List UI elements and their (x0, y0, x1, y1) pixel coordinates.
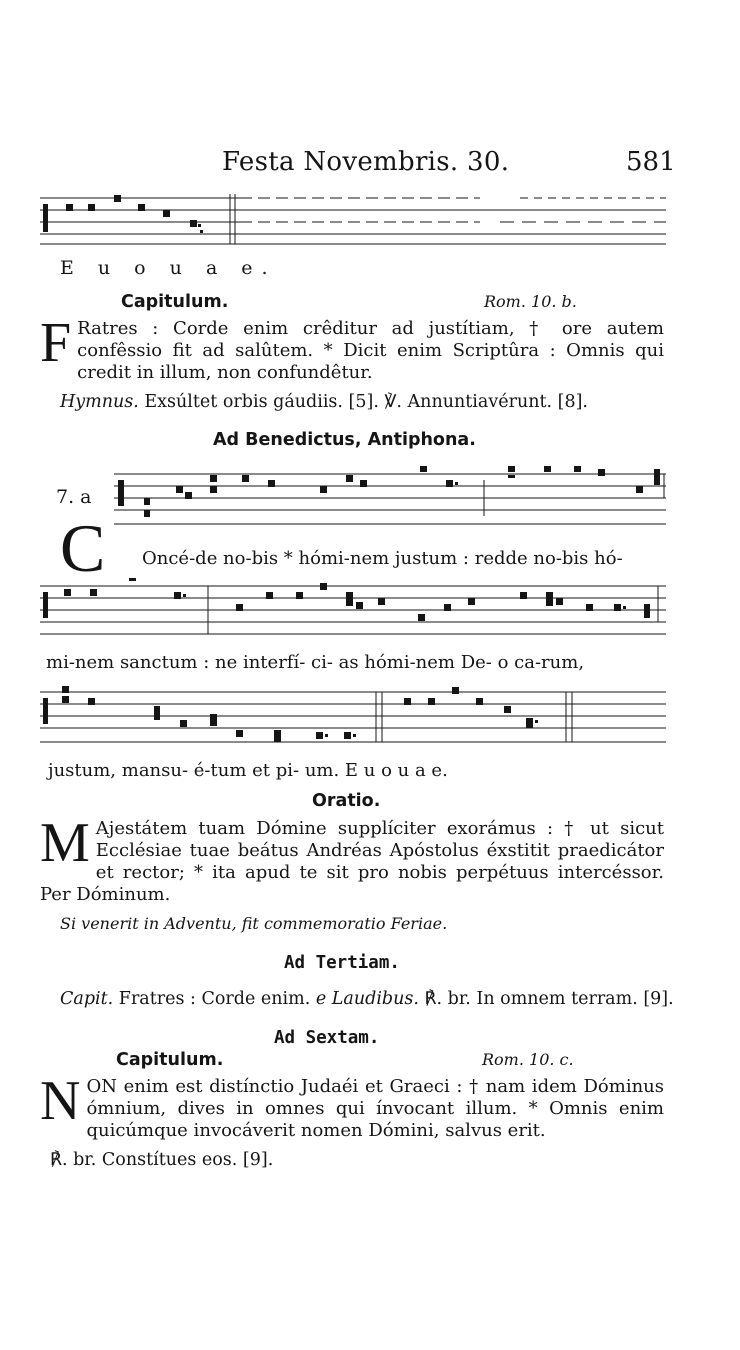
sexta-text (40, 1070, 664, 1142)
capit-text: Fratres : Corde enim. (118, 989, 311, 1009)
e-laudibus: e Laudibus. (315, 989, 419, 1009)
sexta-responsory (50, 1150, 273, 1170)
capitulum-text (40, 312, 664, 384)
scripture-reference: Rom. 10. b. (484, 292, 577, 311)
music-staff-2 (114, 466, 666, 530)
antiphon-heading: Ad Benedictus, Antiphona. (213, 430, 476, 450)
sexta-heading: Ad Sextam. (274, 1028, 380, 1048)
responsory-label: ℟. br. (50, 1150, 97, 1170)
hymnus-line (60, 392, 588, 412)
music-staff-4 (40, 684, 666, 748)
responsory-text: In omnem terram. [9]. (476, 989, 674, 1009)
hymnus-text: Exsúltet orbis gáudiis. [5]. ℣. Annuntiavérunt. [8]. (144, 392, 588, 412)
drop-cap-initial: F (40, 312, 72, 374)
drop-cap-initial: N (40, 1070, 81, 1132)
sexta-body: ON enim est distínctio Judaéi et Graeci : † nam idem Dóminus ómnium, dives in omnes qui ínvocant illum. * Omnis enim quicúmque invocáverit nomen Dómini, salvus erit. (86, 1076, 664, 1141)
oratio-body: Ajestátem tuam Dómine supplíciter exorámus : † ut sicut Ecclésiae tuae beátus Andréas Apóstolus éxstitit praedicátor et rector; * ita apud te sit pro nobis perpétuus intercéssor. Per Dóminum. (40, 818, 664, 905)
capit-label: Capit. (60, 989, 114, 1009)
antiphon-lyrics-3: justum, mansu- é-tum et pi- um. E u o u a e. (48, 760, 448, 781)
mode-number: 7. a (56, 486, 92, 508)
tertia-line (60, 989, 674, 1009)
oratio-text (40, 812, 664, 906)
antiphon-initial: C (60, 510, 106, 586)
capitulum-body: Ratres : Corde enim crêditur ad justítiam, † ore autem confêssio fit ad salûtem. * Dicit enim Scriptûra : Omnis qui credit in illum, non confundêtur. (77, 318, 664, 383)
section-heading-capitulum: Capitulum. (121, 292, 229, 312)
rubric-note: Si venerit in Adventu, fit commemoratio Feriae. (60, 914, 448, 933)
tertia-heading: Ad Tertiam. (284, 953, 400, 973)
music-staff-1 (40, 190, 666, 250)
music-staff-3 (40, 578, 666, 640)
page-number: 581 (626, 147, 676, 177)
responsory-text: Constítues eos. [9]. (101, 1150, 274, 1170)
drop-cap-initial: M (40, 812, 90, 874)
responsory-label: ℟. br. (424, 989, 471, 1009)
oratio-heading: Oratio. (312, 791, 381, 811)
hymnus-label: Hymnus. (60, 392, 139, 412)
sexta-reference: Rom. 10. c. (482, 1050, 574, 1069)
chant-lyrics-1: E u o u a e. (60, 257, 277, 279)
antiphon-lyrics-2: mi-nem sanctum : ne interfí- ci- as hómi-nem De- o ca-rum, (46, 652, 585, 673)
sexta-capitulum-heading: Capitulum. (116, 1050, 224, 1070)
antiphon-lyrics-1: Oncé-de no-bis * hómi-nem justum : redde no-bis hó- (142, 548, 623, 569)
page-header-title: Festa Novembris. 30. (222, 147, 510, 177)
